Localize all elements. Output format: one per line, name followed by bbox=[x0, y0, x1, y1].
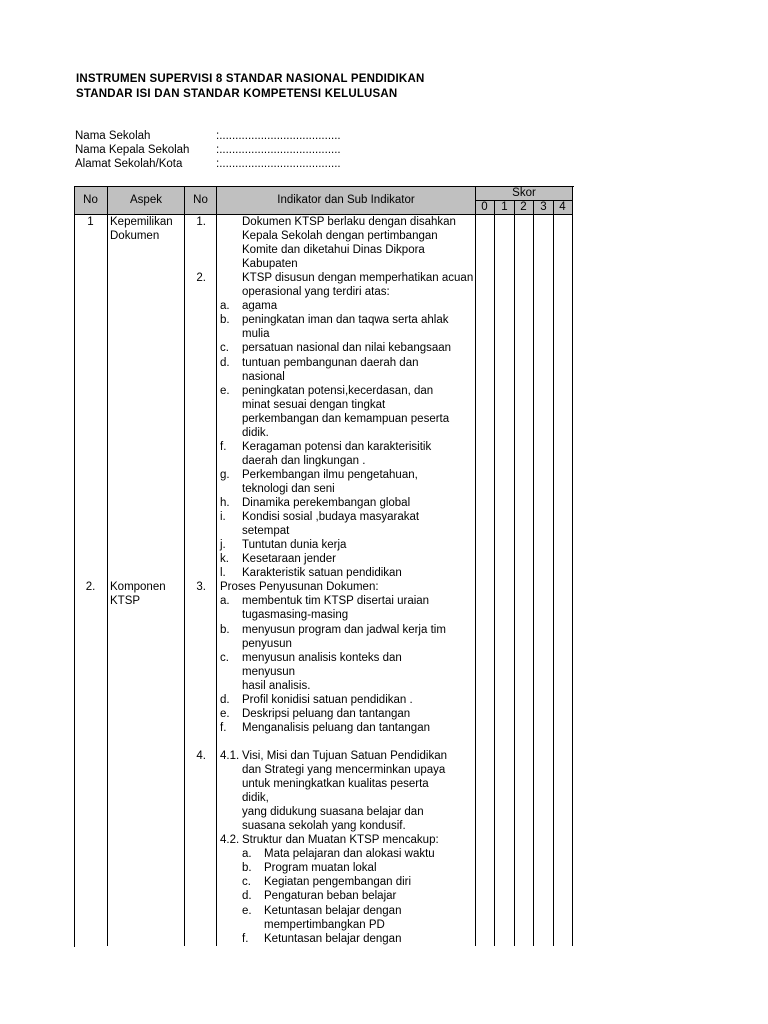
indicator-subtext: Mata pelajaran dan alokasi waktu bbox=[264, 848, 435, 861]
table-right-border bbox=[572, 186, 573, 946]
sub-marker: e. bbox=[220, 384, 230, 397]
col-divider-skor-2 bbox=[533, 200, 534, 946]
aspek-text: Komponen bbox=[110, 581, 166, 594]
indicator-subtext: Kegiatan pengembangan diri bbox=[264, 876, 412, 889]
school-name-label: Nama Sekolah bbox=[75, 130, 151, 142]
indicator-number: 2. bbox=[196, 272, 206, 285]
skor-col-4: 4 bbox=[559, 201, 566, 213]
document-title-line-1: INSTRUMEN SUPERVISI 8 STANDAR NASIONAL PENDIDIKAN bbox=[76, 73, 425, 85]
indicator-text: peningkatan potensi,kecerdasan, dan bbox=[242, 384, 434, 397]
col-divider-skor-0 bbox=[494, 200, 495, 946]
indicator-text: Karakteristik satuan pendidikan bbox=[242, 567, 402, 580]
sub-marker: c. bbox=[220, 651, 229, 664]
indicator-text: Perkembangan ilmu pengetahuan, bbox=[242, 468, 418, 481]
indicator-text: agama bbox=[242, 300, 278, 313]
indicator-text: Kepala Sekolah dengan pertimbangan bbox=[242, 230, 438, 243]
sub-marker: l. bbox=[220, 567, 226, 580]
header-aspek: Aspek bbox=[130, 194, 162, 206]
indicator-text: perkembangan dan kemampuan peserta bbox=[242, 412, 450, 425]
sub-sub-marker: f. bbox=[242, 932, 249, 945]
aspek-text: Dokumen bbox=[110, 230, 160, 243]
sub-marker: k. bbox=[220, 553, 229, 566]
indicator-text: operasional yang terdiri atas: bbox=[242, 286, 390, 299]
indicator-subtext: Ketuntasan belajar dengan bbox=[264, 932, 402, 945]
col-divider-indikator bbox=[475, 186, 476, 946]
indicator-text: hasil analisis. bbox=[242, 679, 311, 692]
school-address-label: Alamat Sekolah/Kota bbox=[75, 158, 183, 170]
indicator-text: Profil konidisi satuan pendidikan . bbox=[242, 693, 413, 706]
indicator-text: Dokumen KTSP berlaku dengan disahkan bbox=[242, 216, 456, 228]
indicator-text: nasional bbox=[242, 370, 285, 383]
indicator-text: Menganalisis peluang dan tantangan bbox=[242, 721, 430, 734]
indicator-number: 3. bbox=[196, 581, 206, 594]
indicator-text: minat sesuai dengan tingkat bbox=[242, 398, 386, 411]
indicator-text: Kondisi sosial ,budaya masyarakat bbox=[242, 511, 420, 524]
sub-marker: e. bbox=[220, 707, 230, 720]
sub-marker: 4.1. bbox=[220, 749, 240, 762]
indicator-text: teknologi dan seni bbox=[242, 482, 335, 495]
indicator-text: menyusun bbox=[242, 665, 296, 678]
indicator-text: suasana sekolah yang kondusif. bbox=[242, 820, 406, 833]
indicator-text: persatuan nasional dan nilai kebangsaan bbox=[242, 342, 452, 355]
indicator-text: KTSP disusun dengan memperhatikan acuan bbox=[242, 272, 474, 285]
header-indikator: Indikator dan Sub Indikator bbox=[277, 194, 415, 206]
sub-marker: d. bbox=[220, 356, 230, 369]
col-divider-skor-3 bbox=[553, 200, 554, 946]
skor-col-2: 2 bbox=[520, 201, 527, 213]
sub-marker: b. bbox=[220, 314, 230, 327]
school-name-value: :...................................... bbox=[216, 130, 341, 142]
sub-marker: d. bbox=[220, 693, 230, 706]
sub-marker: h. bbox=[220, 497, 230, 509]
principal-name-label: Nama Kepala Sekolah bbox=[75, 144, 190, 156]
indicator-text: Komite dan diketahui Dinas Dikpora bbox=[242, 244, 425, 257]
aspek-text: Kepemilikan bbox=[110, 216, 173, 228]
document-title-line-2: STANDAR ISI DAN STANDAR KOMPETENSI KELULUSAN bbox=[76, 88, 398, 100]
sub-sub-marker: e. bbox=[242, 904, 252, 917]
school-address-value: :...................................... bbox=[216, 158, 341, 170]
indicator-text: mulia bbox=[242, 328, 270, 341]
indicator-text: setempat bbox=[242, 525, 290, 538]
col-divider-no2 bbox=[216, 186, 217, 946]
indicator-text: untuk meningkatkan kualitas peserta bbox=[242, 778, 429, 790]
indicator-text: membentuk tim KTSP disertai uraian bbox=[242, 595, 430, 608]
sub-marker: f. bbox=[220, 440, 227, 453]
indicator-text: Dinamika perekembangan global bbox=[242, 497, 411, 509]
header-no: No bbox=[83, 194, 98, 206]
row-number: 2. bbox=[85, 581, 96, 594]
sub-sub-marker: a. bbox=[242, 848, 252, 861]
skor-col-1: 1 bbox=[501, 201, 508, 213]
indicator-text: Tuntutan dunia kerja bbox=[242, 539, 347, 552]
indicator-number: 4. bbox=[196, 749, 206, 762]
indicator-text: Proses Penyusunan Dokumen: bbox=[220, 581, 379, 594]
indicator-text: yang didukung suasana belajar dan bbox=[242, 806, 424, 819]
indicator-text: dan Strategi yang mencerminkan upaya bbox=[242, 764, 446, 776]
indicator-text: tugasmasing-masing bbox=[242, 609, 349, 622]
indicator-text: daerah dan lingkungan . bbox=[242, 454, 366, 467]
indicator-subtext: Program muatan lokal bbox=[264, 862, 377, 875]
header-no-indikator: No bbox=[193, 194, 208, 206]
sub-marker: 4.2. bbox=[220, 834, 240, 847]
indicator-text: didik, bbox=[242, 792, 269, 805]
indicator-text: tuntuan pembangunan daerah dan bbox=[242, 356, 419, 369]
indicator-subtext: Ketuntasan belajar dengan bbox=[264, 904, 402, 917]
indicator-text: Visi, Misi dan Tujuan Satuan Pendidikan bbox=[242, 749, 448, 762]
sub-marker: a. bbox=[220, 300, 230, 313]
principal-name-value: :...................................... bbox=[216, 144, 341, 156]
col-divider-aspek bbox=[184, 186, 185, 946]
col-divider-skor-1 bbox=[514, 200, 515, 946]
indicator-text: didik. bbox=[242, 426, 269, 439]
indicator-text: Kesetaraan jender bbox=[242, 553, 336, 566]
sub-marker: j. bbox=[220, 539, 226, 552]
sub-marker: a. bbox=[220, 595, 230, 608]
indicator-text: Deskripsi peluang dan tantangan bbox=[242, 707, 411, 720]
row-number: 1 bbox=[87, 216, 94, 228]
indicator-text: Keragaman potensi dan karakterisitik bbox=[242, 440, 432, 453]
indicator-text: menyusun program dan jadwal kerja tim bbox=[242, 623, 446, 636]
indicator-text: Struktur dan Muatan KTSP mencakup: bbox=[242, 834, 439, 847]
sub-sub-marker: b. bbox=[242, 862, 252, 875]
indicator-text: Kabupaten bbox=[242, 258, 298, 271]
sub-marker: c. bbox=[220, 342, 229, 355]
sub-marker: i. bbox=[220, 511, 226, 524]
sub-marker: g. bbox=[220, 468, 230, 481]
sub-sub-marker: d. bbox=[242, 890, 252, 903]
sub-marker: b. bbox=[220, 623, 230, 636]
sub-sub-marker: c. bbox=[242, 876, 251, 889]
col-divider-no bbox=[107, 186, 108, 946]
indicator-text: menyusun analisis konteks dan bbox=[242, 651, 402, 664]
sub-marker: f. bbox=[220, 721, 227, 734]
indicator-number: 1. bbox=[196, 216, 206, 228]
indicator-subtext: mempertimbangkan PD bbox=[264, 918, 385, 931]
indicator-text: peningkatan iman dan taqwa serta ahlak bbox=[242, 314, 449, 327]
header-skor: Skor bbox=[512, 187, 536, 199]
aspek-text: KTSP bbox=[110, 595, 141, 608]
indicator-text: penyusun bbox=[242, 637, 292, 650]
indicator-subtext: Pengaturan beban belajar bbox=[264, 890, 397, 903]
skor-col-0: 0 bbox=[481, 201, 488, 213]
skor-col-3: 3 bbox=[540, 201, 547, 213]
